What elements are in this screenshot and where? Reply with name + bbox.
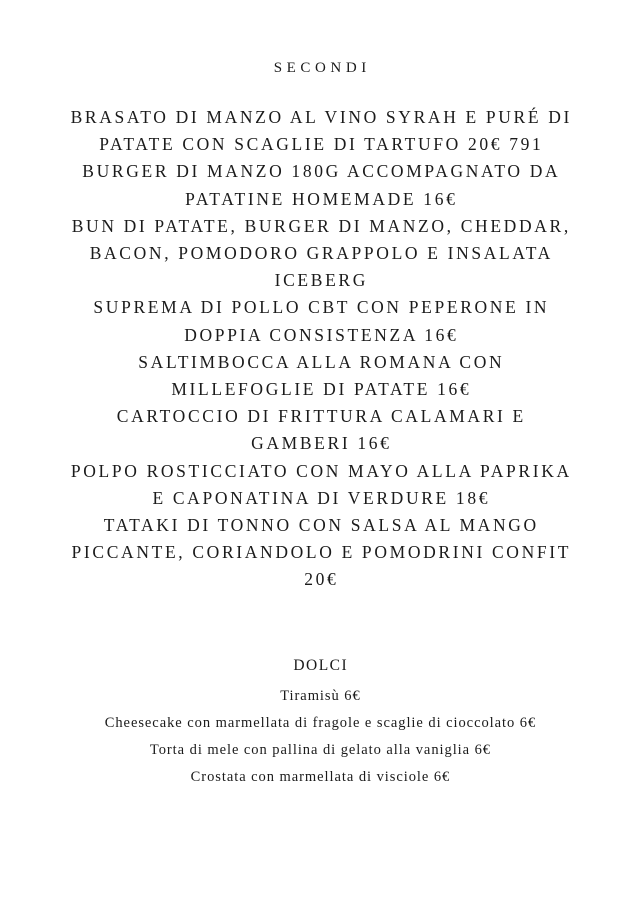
menu-line: TATAKI DI TONNO CON SALSA AL MANGO bbox=[103, 515, 539, 536]
menu-line: BACON, POMODORO GRAPPOLO E INSALATA bbox=[89, 243, 553, 264]
menu-line: ICEBERG bbox=[274, 270, 369, 291]
menu-line: Cheesecake con marmellata di fragole e scaglie di cioccolato 6€ bbox=[104, 715, 537, 731]
secondi-item-list bbox=[30, 104, 610, 594]
menu-line: SUPREMA DI POLLO CBT CON PEPERONE IN bbox=[93, 297, 550, 318]
menu-line: Crostata con marmellata di visciole 6€ bbox=[190, 769, 451, 785]
menu-line: GAMBERI 16€ bbox=[251, 433, 392, 454]
menu-line: MILLEFOGLIE DI PATATE 16€ bbox=[171, 379, 472, 400]
menu-line: E CAPONATINA DI VERDURE 18€ bbox=[152, 487, 491, 508]
dolci-section bbox=[30, 655, 610, 791]
secondi-section bbox=[30, 58, 610, 594]
dolci-item-list bbox=[30, 683, 610, 791]
menu-line: PICCANTE, CORIANDOLO E POMODRINI CONFIT bbox=[71, 542, 572, 563]
menu-line: Torta di mele con pallina di gelato alla vaniglia 6€ bbox=[149, 742, 492, 758]
menu-line: POLPO ROSTICCIATO CON MAYO ALLA PAPRIKA bbox=[70, 460, 572, 481]
menu-line: PATATINE HOMEMADE 16€ bbox=[185, 188, 458, 209]
secondi-heading: SECONDI bbox=[273, 60, 371, 76]
menu-line: BUN DI PATATE, BURGER DI MANZO, CHEDDAR, bbox=[71, 215, 571, 236]
menu-line: SALTIMBOCCA ALLA ROMANA CON bbox=[138, 351, 505, 372]
menu-line: BURGER DI MANZO 180G ACCOMPAGNATO DA bbox=[82, 161, 561, 182]
menu-line: CARTOCCIO DI FRITTURA CALAMARI E bbox=[116, 406, 526, 427]
menu-line: DOPPIA CONSISTENZA 16€ bbox=[184, 324, 459, 345]
menu-line: PATATE CON SCAGLIE DI TARTUFO 20€ 791 bbox=[99, 134, 544, 155]
menu-line: Tiramisù 6€ bbox=[280, 688, 361, 704]
dolci-heading: DOLCI bbox=[293, 657, 349, 674]
menu-line: 20€ bbox=[304, 569, 339, 590]
menu-line: BRASATO DI MANZO AL VINO SYRAH E PURÉ DI bbox=[70, 107, 573, 127]
